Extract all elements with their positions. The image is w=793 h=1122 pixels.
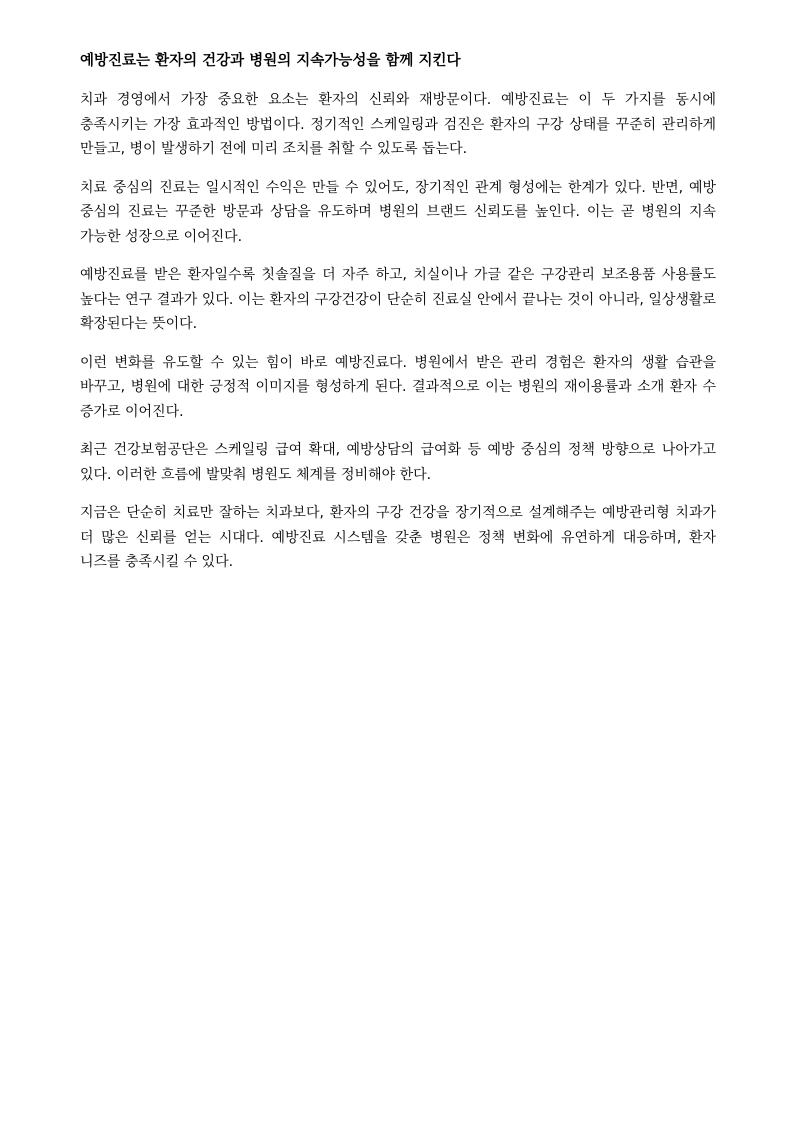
paragraph-1: 치과 경영에서 가장 중요한 요소는 환자의 신뢰와 재방문이다. 예방진료는 이 두 가지를 동시에 충족시키는 가장 효과적인 방법이다. 정기적인 스케일링과 검진은 환자의 구강 상태를 꾸준히 관리하게 만들고, 병이 발생하기 전에 미리 조치를 취할 수 있도록 돕는다. xyxy=(80,92,716,157)
paragraph-3: 예방진료를 받은 환자일수록 칫솔질을 더 자주 하고, 치실이나 가글 같은 구강관리 보조용품 사용률도 높다는 연구 결과가 있다. 이는 환자의 구강건강이 단순히 진료실 안에서 끝나는 것이 아니라, 일상생활로 확장된다는 뜻이다. xyxy=(80,267,716,332)
paragraph-4: 이런 변화를 유도할 수 있는 힘이 바로 예방진료다. 병원에서 받은 관리 경험은 환자의 생활 습관을 바꾸고, 병원에 대한 긍정적 이미지를 형성하게 된다. 결과적으로 이는 병원의 재이용률과 소개 환자 수 증가로 이어진다. xyxy=(80,354,716,420)
document-title: 예방진료는 환자의 건강과 병원의 지속가능성을 함께 지킨다 xyxy=(80,53,461,69)
paragraph-5: 최근 건강보험공단은 스케일링 급여 확대, 예방상담의 급여화 등 예방 중심의 정책 방향으로 나아가고 있다. 이러한 흐름에 발맞춰 병원도 체계를 정비해야 한다. xyxy=(80,442,716,483)
paragraph-2: 치료 중심의 진료는 일시적인 수익은 만들 수 있어도, 장기적인 관계 형성에는 한계가 있다. 반면, 예방 중심의 진료는 꾸준한 방문과 상담을 유도하며 병원의 브랜드 신뢰도를 높인다. 이는 곧 병원의 지속 가능한 성장으로 이어진다. xyxy=(80,179,716,245)
paragraph-6: 지금은 단순히 치료만 잘하는 치과보다, 환자의 구강 건강을 장기적으로 설계해주는 예방관리형 치과가 더 많은 신뢰를 얻는 시대다. 예방진료 시스템을 갖춘 병원은 정책 변화에 유연하게 대응하며, 환자 니즈를 충족시킬 수 있다. xyxy=(80,505,716,570)
document-page xyxy=(80,50,716,589)
